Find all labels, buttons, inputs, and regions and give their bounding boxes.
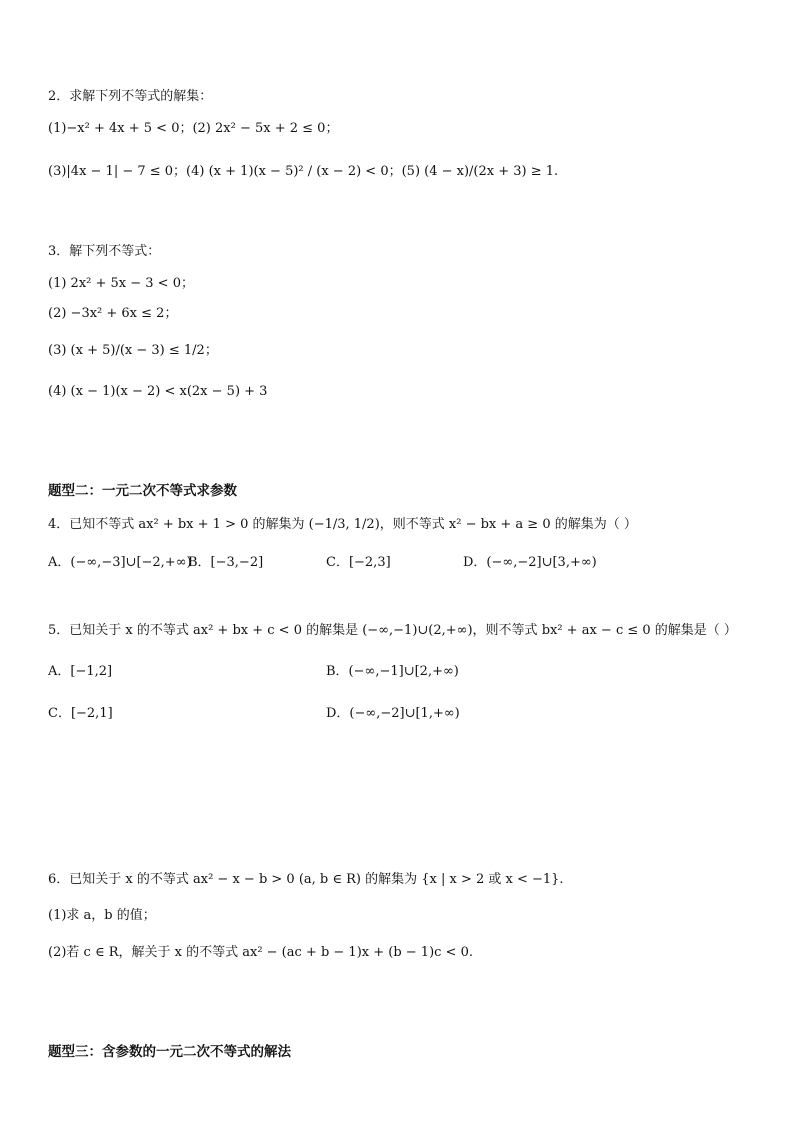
q2-title: 2．求解下列不等式的解集： (48, 89, 213, 104)
q6-stem: 6．已知关于 x 的不等式 ax² − x − b > 0 (a, b ∈ R) 的解集为 {x | x > 2 或 x < −1}. (48, 872, 564, 887)
q5-option-b: B．(−∞,−1]∪[2,+∞) (326, 664, 459, 679)
q6-part-1: (1)求 a，b 的值； (48, 908, 156, 923)
q3-title: 3．解下列不等式： (48, 244, 161, 259)
q5-option-d: D．(−∞,−2]∪[1,+∞) (326, 706, 460, 721)
q2-row2: (3)|4x − 1| − 7 ≤ 0；(4) (x + 1)(x − 5)² / (x − 2) < 0；(5) (4 − x)/(2x + 3) ≥ 1. (48, 164, 559, 179)
q3-item-2: (2) −3x² + 6x ≤ 2； (48, 306, 178, 321)
q4-stem: 4．已知不等式 ax² + bx + 1 > 0 的解集为 (−1/3, 1/2)，则不等式 x² − bx + a ≥ 0 的解集为（ ） (48, 517, 637, 532)
q3-item-3: (3) (x + 5)/(x − 3) ≤ 1/2； (48, 343, 218, 358)
q4-option-d: D．(−∞,−2]∪[3,+∞) (463, 555, 597, 570)
q3-item-4: (4) (x − 1)(x − 2) < x(2x − 5) + 3 (48, 384, 268, 399)
q6-part-2: (2)若 c ∈ R，解关于 x 的不等式 ax² − (ac + b − 1)x + (b − 1)c < 0. (48, 945, 473, 960)
q2-row1: (1)−x² + 4x + 5 < 0；(2) 2x² − 5x + 2 ≤ 0； (48, 121, 339, 136)
q3-item-1: (1) 2x² + 5x − 3 < 0； (48, 276, 194, 291)
section-2-title: 题型二：一元二次不等式求参数 (48, 483, 237, 499)
q4-option-a: A．(−∞,−3]∪[−2,+∞) (48, 555, 192, 570)
q5-stem: 5．已知关于 x 的不等式 ax² + bx + c < 0 的解集是 (−∞,−1)∪(2,+∞)，则不等式 bx² + ax − c ≤ 0 的解集是（ ） (48, 623, 737, 638)
q4-option-b: B．[−3,−2] (188, 555, 264, 570)
section-3-title: 题型三：含参数的一元二次不等式的解法 (48, 1044, 291, 1060)
q4-option-c: C．[−2,3] (326, 555, 391, 570)
q5-option-c: C．[−2,1] (48, 706, 113, 721)
q5-option-a: A．[−1,2] (48, 664, 113, 679)
